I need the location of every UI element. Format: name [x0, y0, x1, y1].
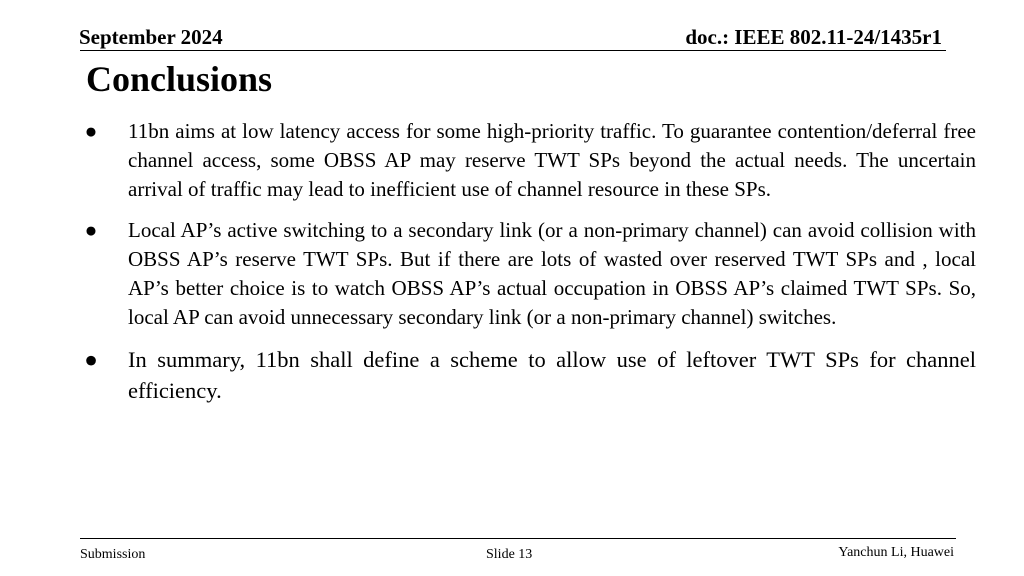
bullet-item: [84, 216, 976, 332]
bullet-text: In summary, 11bn shall define a scheme to allow use of leftover TWT SPs for channel efficiency.: [128, 347, 976, 403]
bullet-dot-icon: ●: [84, 347, 98, 372]
bullet-list: [84, 117, 976, 406]
footer-slide-number: Slide 13: [486, 547, 533, 562]
bullet-item: [84, 344, 976, 406]
footer-submission: Submission: [80, 547, 146, 562]
bullet-text: Local AP’s active switching to a secondary link (or a non-primary channel) can avoid collision with OBSS AP’s reserve TWT SPs. But if there are lots of wasted over reserved TWT SPs and , local AP’s better choice is to watch OBSS AP’s actual occupation in OBSS AP’s claimed TWT SPs. So, local AP can avoid unnecessary secondary link (or a non-primary channel) switches.: [128, 218, 976, 329]
bullet-dot-icon: ●: [84, 218, 98, 242]
bullet-item: [84, 117, 976, 204]
bullet-text: 11bn aims at low latency access for some high-priority traffic. To guarantee contention/deferral free channel access, some OBSS AP may reserve TWT SPs beyond the actual needs. The uncertain arrival of traffic may lead to inefficient use of channel resource in these SPs.: [128, 119, 976, 201]
footer-author: Yanchun Li, Huawei: [838, 545, 954, 560]
header-date: September 2024: [79, 25, 223, 49]
slide-title: Conclusions: [86, 59, 273, 99]
footer-divider: [80, 538, 956, 539]
header-divider: [80, 50, 946, 51]
bullet-dot-icon: ●: [84, 119, 98, 143]
header-doc-id: doc.: IEEE 802.11-24/1435r1: [685, 25, 942, 49]
